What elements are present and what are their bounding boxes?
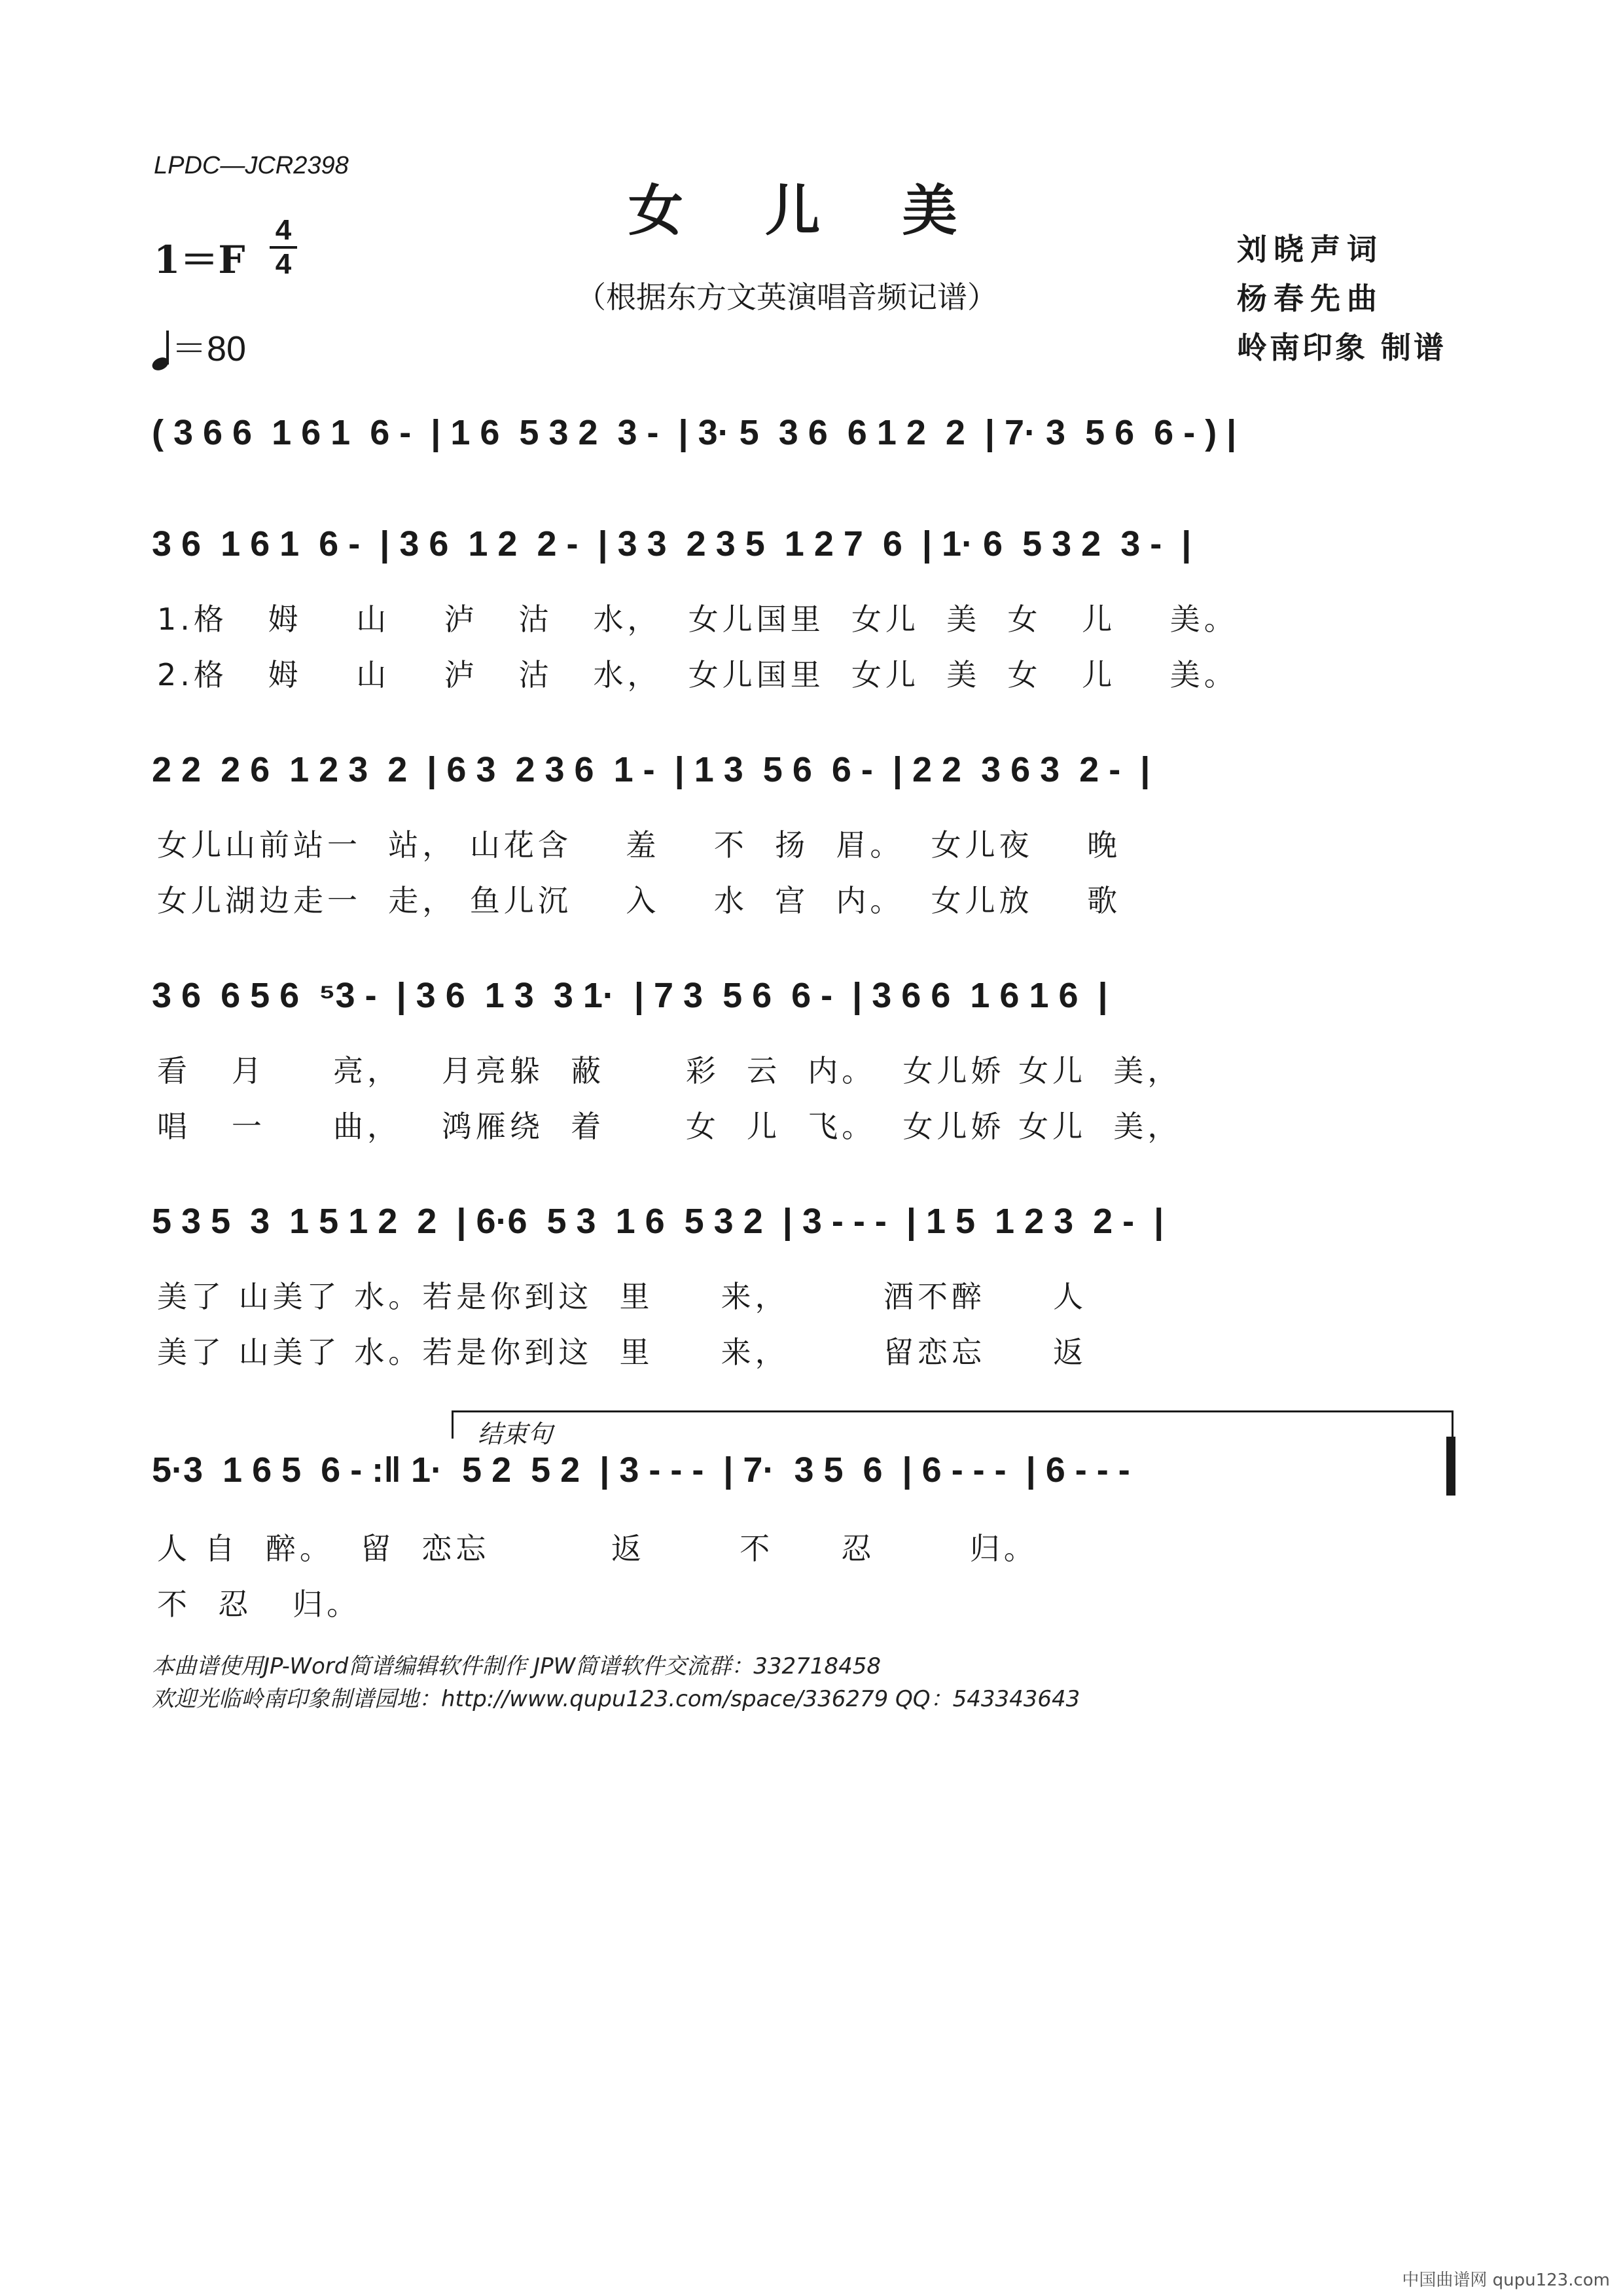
tempo-value: ＝80 (171, 329, 247, 368)
quarter-note-icon (152, 332, 171, 371)
time-top: 4 (275, 214, 292, 246)
final-barline (1446, 1437, 1455, 1496)
time-bottom: 4 (275, 248, 292, 280)
lyric-row-3-verse-2: 女儿湖边走一 走， 鱼儿沉 入 水 宫 内。 女儿放 歌 (157, 883, 1122, 918)
lyricist-credit: 刘晓声词 (1237, 232, 1383, 267)
footer-line-1: 本曲谱使用JP-Word简谱编辑软件制作 JPW简谱软件交流群：332718458 (152, 1653, 881, 1679)
lyric-row-3-verse-1: 女儿山前站一 站， 山花含 羞 不 扬 眉。 女儿夜 晚 (157, 827, 1122, 863)
lyric-row-5-verse-2: 美了 山美了 水。若是你到这 里 来， 留恋忘 返 (157, 1335, 1088, 1370)
key-signature: 1＝F (154, 238, 245, 282)
lyric-row-5-verse-1: 美了 山美了 水。若是你到这 里 来， 酒不醉 人 (157, 1279, 1088, 1314)
footer-line-2: 欢迎光临岭南印象制谱园地：http://www.qupu123.com/space/336279 QQ：543343643 (152, 1686, 1080, 1712)
lyric-row-6-verse-2: 不 忍 归。 (157, 1587, 361, 1622)
arranger-credit: 岭南印象 制谱 (1237, 330, 1447, 365)
music-row-2: 3 6 1 6 1 6 - | 3 6 1 2 2 - | 3 3 2 3 5 1 2 7 6 | 1· 6 5 3 2 3 - | (152, 524, 1192, 564)
tempo-marking (152, 321, 246, 371)
music-row-4: 3 6 6 5 6 ⁵3 - | 3 6 1 3 3 1· | 7 3 5 6 6 - | 3 6 6 1 6 1 6 | (152, 976, 1108, 1015)
lyric-row-4-verse-1: 看 月 亮， 月亮躲 蔽 彩 云 内。 女儿娇 女儿 美， (157, 1053, 1182, 1088)
lyric-row-6-verse-1: 人 自 醉。 留 恋忘 返 不 忍 归。 (157, 1531, 1038, 1566)
lyric-row-2-verse-1: 1.格 姆 山 泸 沽 水， 女儿国里 女儿 美 女 儿 美。 (157, 601, 1238, 637)
time-signature (267, 216, 300, 279)
score-code: LPDC—JCR2398 (154, 152, 349, 179)
lyric-row-2-verse-2: 2.格 姆 山 泸 沽 水， 女儿国里 女儿 美 女 儿 美。 (157, 657, 1238, 692)
music-row-1: ( 3 6 6 1 6 1 6 - | 1 6 5 3 2 3 - | 3· 5 3 6 6 1 2 2 | 7· 3 5 6 6 - ) | (152, 413, 1237, 452)
music-row-6: 5·3 1 6 5 6 - :‖ 1· 5 2 5 2 | 3 - - - | 7· 3 5 6 | 6 - - - | 6 - - - (152, 1450, 1130, 1490)
ending-bracket (452, 1410, 1454, 1439)
watermark: 中国曲谱网 qupu123.com (1402, 2270, 1610, 2290)
composer-credit: 杨春先曲 (1237, 281, 1383, 316)
music-row-3: 2 2 2 6 1 2 3 2 | 6 3 2 3 6 1 - | 1 3 5 6 6 - | 2 2 3 6 3 2 - | (152, 750, 1150, 789)
ending-label: 结束句 (478, 1420, 553, 1448)
music-row-5: 5 3 5 3 1 5 1 2 2 | 6·6 5 3 1 6 5 3 2 | 3 - - - | 1 5 1 2 3 2 - | (152, 1202, 1164, 1241)
subtitle: （根据东方文英演唱音频记谱） (576, 279, 997, 315)
lyric-row-4-verse-2: 唱 一 曲， 鸿雁绕 着 女 儿 飞。 女儿娇 女儿 美， (157, 1109, 1182, 1144)
song-title: 女 儿 美 (628, 178, 989, 243)
